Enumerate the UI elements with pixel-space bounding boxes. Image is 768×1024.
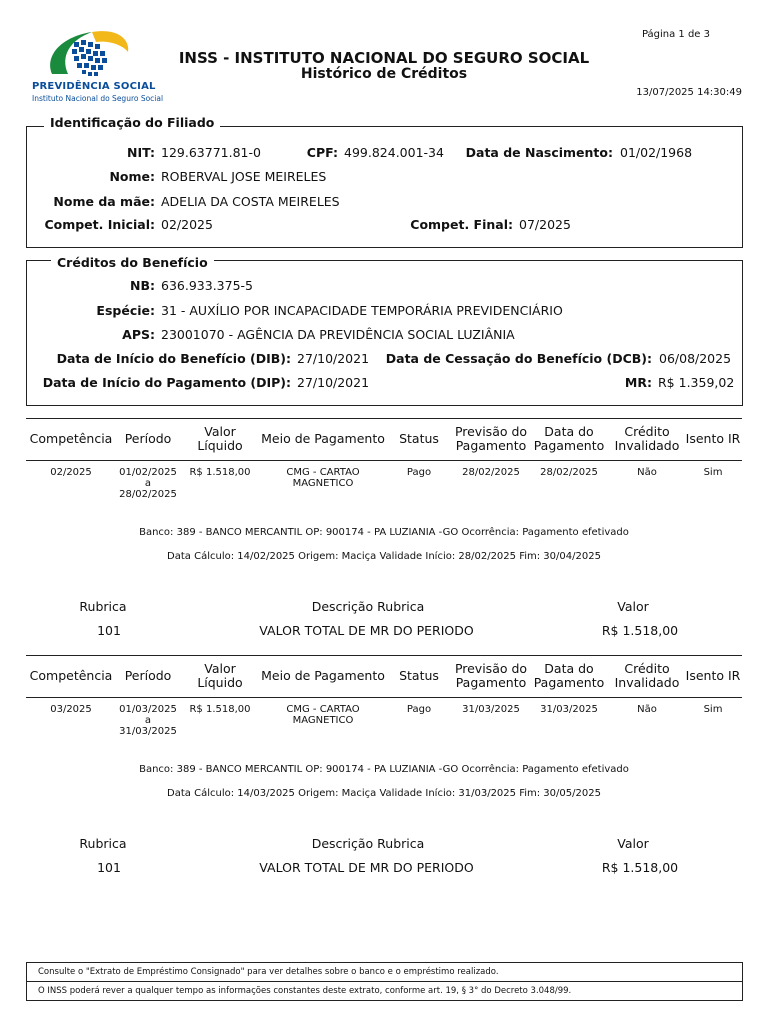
compet-final-label: Compet. Final: [410, 217, 513, 232]
nome-value: ROBERVAL JOSE MEIRELES [161, 169, 327, 184]
col-competencia: Competência [29, 668, 113, 683]
rubrica-header: Rubrica [79, 599, 127, 614]
row-data-pagamento: 28/02/2025 [540, 467, 598, 478]
row-periodo-fim: 28/02/2025 [119, 489, 177, 500]
nascimento-label: Data de Nascimento: [465, 145, 613, 160]
rubrica-valor-header: Valor [617, 836, 649, 851]
generated-timestamp: 13/07/2025 14:30:49 [636, 87, 742, 98]
cpf-label: CPF: [306, 145, 338, 160]
table-header-bottom-border [26, 460, 742, 461]
row-meio-l1: CMG - CARTAO [286, 467, 360, 478]
logo-subtitle: Instituto Nacional do Seguro Social [32, 94, 164, 103]
row-periodo-fim: 31/03/2025 [119, 726, 177, 737]
rubrica-valor-header: Valor [617, 599, 649, 614]
col-status: Status [399, 431, 439, 446]
logo-name: PREVIDÊNCIA SOCIAL [32, 81, 156, 92]
row-periodo-sep: a [144, 715, 152, 726]
row-invalidado: Não [637, 704, 657, 715]
document-subtitle: Histórico de Créditos [300, 66, 468, 82]
row-meio-l1: CMG - CARTAO [286, 704, 360, 715]
row-isento: Sim [703, 467, 723, 478]
col-status: Status [399, 668, 439, 683]
col-competencia: Competência [29, 431, 113, 446]
especie-value: 31 - AUXÍLIO POR INCAPACIDADE TEMPORÁRIA PREVIDENCIÁRIO [161, 303, 563, 318]
calculo-details: Data Cálculo: 14/02/2025 Origem: Maciça Validade Início: 28/02/2025 Fim: 30/04/2025 [167, 551, 601, 562]
row-invalidado: Não [637, 467, 657, 478]
nascimento-value: 01/02/1968 [620, 145, 693, 160]
col-previsao-l2: Pagamento [455, 675, 527, 690]
col-previsao-l1: Previsão do [454, 661, 528, 676]
row-periodo-inicio: 01/03/2025 [119, 704, 177, 715]
row-periodo-inicio: 01/02/2025 [119, 467, 177, 478]
row-data-pagamento: 31/03/2025 [540, 704, 598, 715]
table-header-top-border [26, 655, 742, 656]
aps-label: APS: [122, 327, 155, 342]
dib-value: 27/10/2021 [297, 351, 370, 366]
row-previsao: 31/03/2025 [462, 704, 520, 715]
col-data-l1: Data do [544, 424, 594, 439]
row-meio-l2: MAGNETICO [292, 478, 354, 489]
dip-value: 27/10/2021 [297, 375, 370, 390]
cpf-value: 499.824.001-34 [344, 145, 444, 160]
col-periodo: Período [124, 668, 172, 683]
col-credito-l2: Invalidado [614, 675, 680, 690]
col-data-l2: Pagamento [533, 438, 605, 453]
filiado-section-title: Identificação do Filiado [44, 115, 220, 130]
mr-label: MR: [624, 375, 652, 390]
row-valor: R$ 1.518,00 [189, 467, 251, 478]
row-isento: Sim [703, 704, 723, 715]
col-valor-l2: Líquido [197, 675, 243, 690]
row-status: Pago [406, 704, 432, 715]
especie-label: Espécie: [96, 303, 155, 318]
rubrica-code: 101 [97, 623, 121, 638]
footer-note-decreto: O INSS poderá rever a qualquer tempo as informações constantes deste extrato, conforme art. 19, § 3° do Decreto 3.048/99. [27, 981, 742, 1000]
nb-label: NB: [130, 278, 155, 293]
mae-label: Nome da mãe: [53, 194, 155, 209]
compet-final-value: 07/2025 [519, 217, 571, 232]
aps-value: 23001070 - AGÊNCIA DA PREVIDÊNCIA SOCIAL LUZIÂNIA [161, 327, 515, 342]
calculo-details: Data Cálculo: 14/03/2025 Origem: Maciça Validade Início: 31/03/2025 Fim: 30/05/2025 [167, 788, 601, 799]
col-valor-l2: Líquido [197, 438, 243, 453]
nit-value: 129.63771.81-0 [161, 145, 261, 160]
nb-value: 636.933.375-5 [161, 278, 253, 293]
col-credito-l1: Crédito [624, 661, 670, 676]
row-valor: R$ 1.518,00 [189, 704, 251, 715]
col-isento: Isento IR [685, 431, 741, 446]
beneficio-section-title: Créditos do Benefício [51, 255, 214, 270]
banco-details: Banco: 389 - BANCO MERCANTIL OP: 900174 - PA LUZIANIA -GO Ocorrência: Pagamento efetivado [139, 764, 629, 775]
rubrica-code: 101 [97, 860, 121, 875]
footer-note-consignado: Consulte o "Extrato de Empréstimo Consignado" para ver detalhes sobre o banco e o empréstimo realizado. [38, 967, 499, 977]
col-valor-l1: Valor [204, 424, 236, 439]
page-number: Página 1 de 3 [641, 29, 710, 40]
rubrica-header: Rubrica [79, 836, 127, 851]
nit-label: NIT: [127, 145, 155, 160]
col-credito-l2: Invalidado [614, 438, 680, 453]
footer-notes [26, 962, 743, 1001]
col-credito-l1: Crédito [624, 424, 670, 439]
rubrica-desc-header: Descrição Rubrica [311, 599, 425, 614]
row-previsao: 28/02/2025 [462, 467, 520, 478]
col-meio: Meio de Pagamento [261, 668, 385, 683]
compet-inicial-label: Compet. Inicial: [44, 217, 155, 232]
compet-inicial-value: 02/2025 [161, 217, 213, 232]
row-status: Pago [406, 467, 432, 478]
rubrica-desc-header: Descrição Rubrica [311, 836, 425, 851]
table-header-bottom-border [26, 697, 742, 698]
col-valor-l1: Valor [204, 661, 236, 676]
dcb-value: 06/08/2025 [659, 351, 732, 366]
dib-label: Data de Início do Benefício (DIB): [56, 351, 291, 366]
col-previsao-l2: Pagamento [455, 438, 527, 453]
rubrica-value: R$ 1.518,00 [601, 860, 679, 875]
nome-label: Nome: [109, 169, 155, 184]
mae-value: ADELIA DA COSTA MEIRELES [161, 194, 340, 209]
dcb-label: Data de Cessação do Benefício (DCB): [385, 351, 652, 366]
col-previsao-l1: Previsão do [454, 424, 528, 439]
col-isento: Isento IR [685, 668, 741, 683]
rubrica-value: R$ 1.518,00 [601, 623, 679, 638]
row-competencia: 02/2025 [50, 467, 92, 478]
banco-details: Banco: 389 - BANCO MERCANTIL OP: 900174 - PA LUZIANIA -GO Ocorrência: Pagamento efetivado [139, 527, 629, 538]
rubrica-description: VALOR TOTAL DE MR DO PERIODO [259, 623, 474, 638]
col-periodo: Período [124, 431, 172, 446]
row-competencia: 03/2025 [50, 704, 92, 715]
rubrica-description: VALOR TOTAL DE MR DO PERIODO [259, 860, 474, 875]
mr-value: R$ 1.359,02 [658, 375, 735, 390]
dip-label: Data de Início do Pagamento (DIP): [42, 375, 291, 390]
col-data-l2: Pagamento [533, 675, 605, 690]
col-data-l1: Data do [544, 661, 594, 676]
table-header-top-border [26, 418, 742, 419]
row-meio-l2: MAGNETICO [292, 715, 354, 726]
document-title: INSS - INSTITUTO NACIONAL DO SEGURO SOCIAL [178, 49, 590, 67]
row-periodo-sep: a [144, 478, 152, 489]
col-meio: Meio de Pagamento [261, 431, 385, 446]
